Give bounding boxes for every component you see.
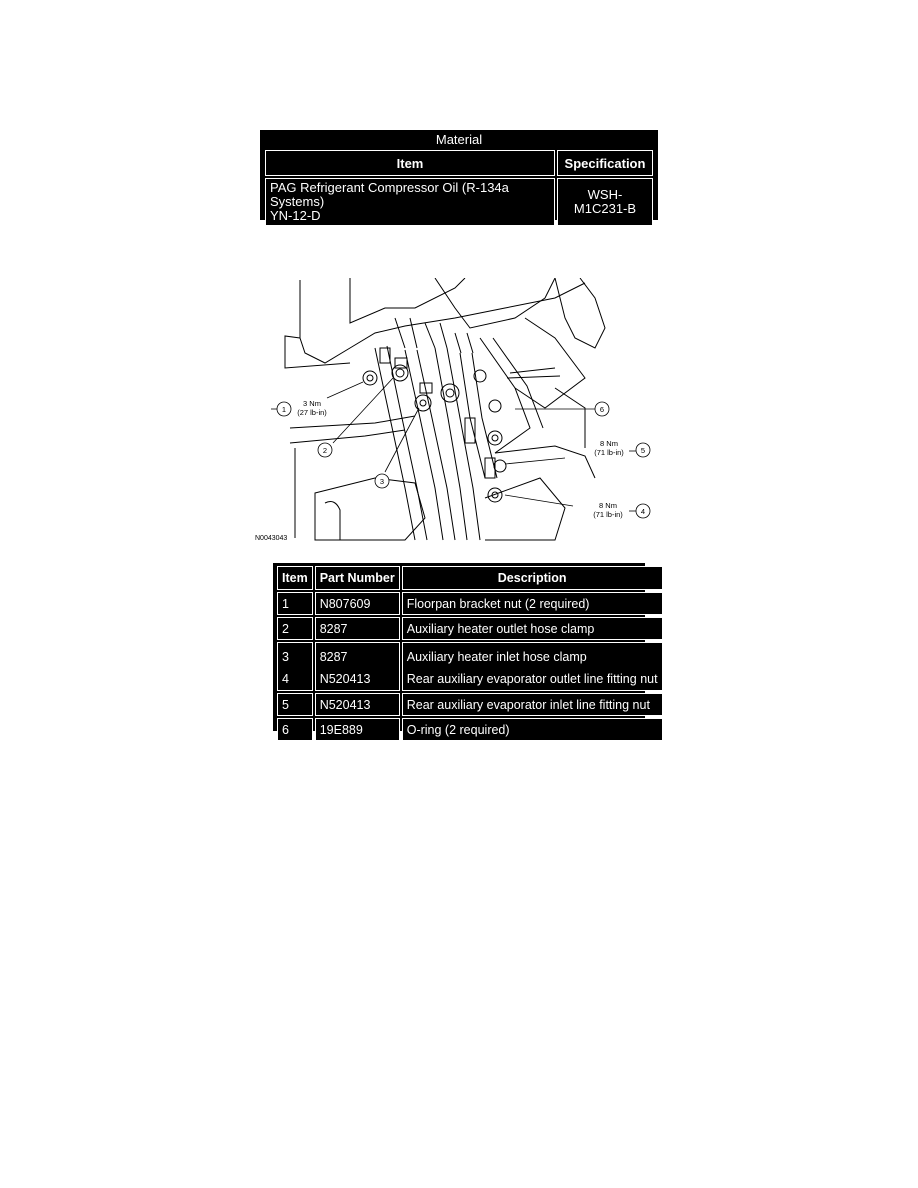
- callout-2-number: 2: [322, 446, 328, 455]
- row-5-description: Rear auxiliary evaporator inlet line fitting nut: [402, 693, 663, 716]
- parts-table: [273, 563, 658, 737]
- row-2-part-number: 8287: [315, 617, 400, 640]
- callout-6-number: 6: [599, 405, 605, 414]
- row-5-part-number: N520413: [315, 693, 400, 716]
- material-item-line2: YN-12-D: [270, 208, 321, 223]
- callout-4-torque-imperial: (71 lb-in): [593, 510, 623, 519]
- row-4-part-number: N520413: [319, 672, 371, 686]
- material-item-cell: [265, 178, 555, 226]
- callout-4-number: 4: [640, 507, 646, 516]
- parts-header-part-number: Part Number: [315, 566, 400, 590]
- callout-1-torque: 3 Nm: [303, 399, 321, 408]
- row-3-4-part-number-cell: [315, 642, 400, 691]
- material-header-item: Item: [265, 150, 555, 176]
- diagram-illustration: [255, 278, 660, 546]
- callout-5-number: 5: [640, 446, 646, 455]
- row-4-description: Rear auxiliary evaporator outlet line fitting nut: [406, 672, 658, 686]
- callout-4-torque: 8 Nm: [599, 501, 617, 510]
- table-row: [265, 178, 653, 226]
- row-3-4-description-cell: [402, 642, 663, 691]
- table-row: [277, 617, 663, 640]
- row-3-4-item-cell: [277, 642, 313, 691]
- callout-5-torque-imperial: (71 lb-in): [594, 448, 624, 457]
- row-2-description: Auxiliary heater outlet hose clamp: [402, 617, 663, 640]
- row-2-item: 2: [277, 617, 313, 640]
- parts-table-grid: [275, 564, 665, 743]
- row-6-part-number: 19E889: [315, 718, 400, 741]
- callout-1-torque-imperial: (27 lb-in): [297, 408, 327, 417]
- table-row: [277, 642, 663, 691]
- row-5-item: 5: [277, 693, 313, 716]
- material-table-grid: [263, 148, 655, 228]
- material-specification-cell: WSH-M1C231-B: [557, 178, 653, 226]
- table-row: [277, 718, 663, 741]
- parts-header-item: Item: [277, 566, 313, 590]
- material-header-specification: Specification: [557, 150, 653, 176]
- callout-markers: [277, 402, 650, 518]
- material-table-caption: Material: [435, 132, 483, 147]
- row-4-item: 4: [282, 672, 289, 686]
- material-item-line1: PAG Refrigerant Compressor Oil (R-134a Systems): [270, 180, 509, 209]
- parts-header-description: Description: [402, 566, 663, 590]
- callout-labels: [282, 399, 645, 519]
- row-1-description: Floorpan bracket nut (2 required): [402, 592, 663, 615]
- row-6-description: O-ring (2 required): [402, 718, 663, 741]
- callout-3-number: 3: [379, 477, 385, 486]
- figure-id: N0043043: [255, 535, 288, 542]
- component-diagram: [255, 278, 660, 546]
- row-6-item: 6: [277, 718, 313, 741]
- table-row: [277, 693, 663, 716]
- row-1-item: 1: [277, 592, 313, 615]
- callout-1-number: 1: [281, 405, 287, 414]
- table-row: [277, 592, 663, 615]
- material-table: [260, 130, 658, 223]
- row-1-part-number: N807609: [315, 592, 400, 615]
- row-3-item: 3: [282, 650, 289, 664]
- callout-5-torque: 8 Nm: [600, 439, 618, 448]
- row-3-description: Auxiliary heater inlet hose clamp: [406, 650, 587, 664]
- row-3-part-number: 8287: [319, 650, 348, 664]
